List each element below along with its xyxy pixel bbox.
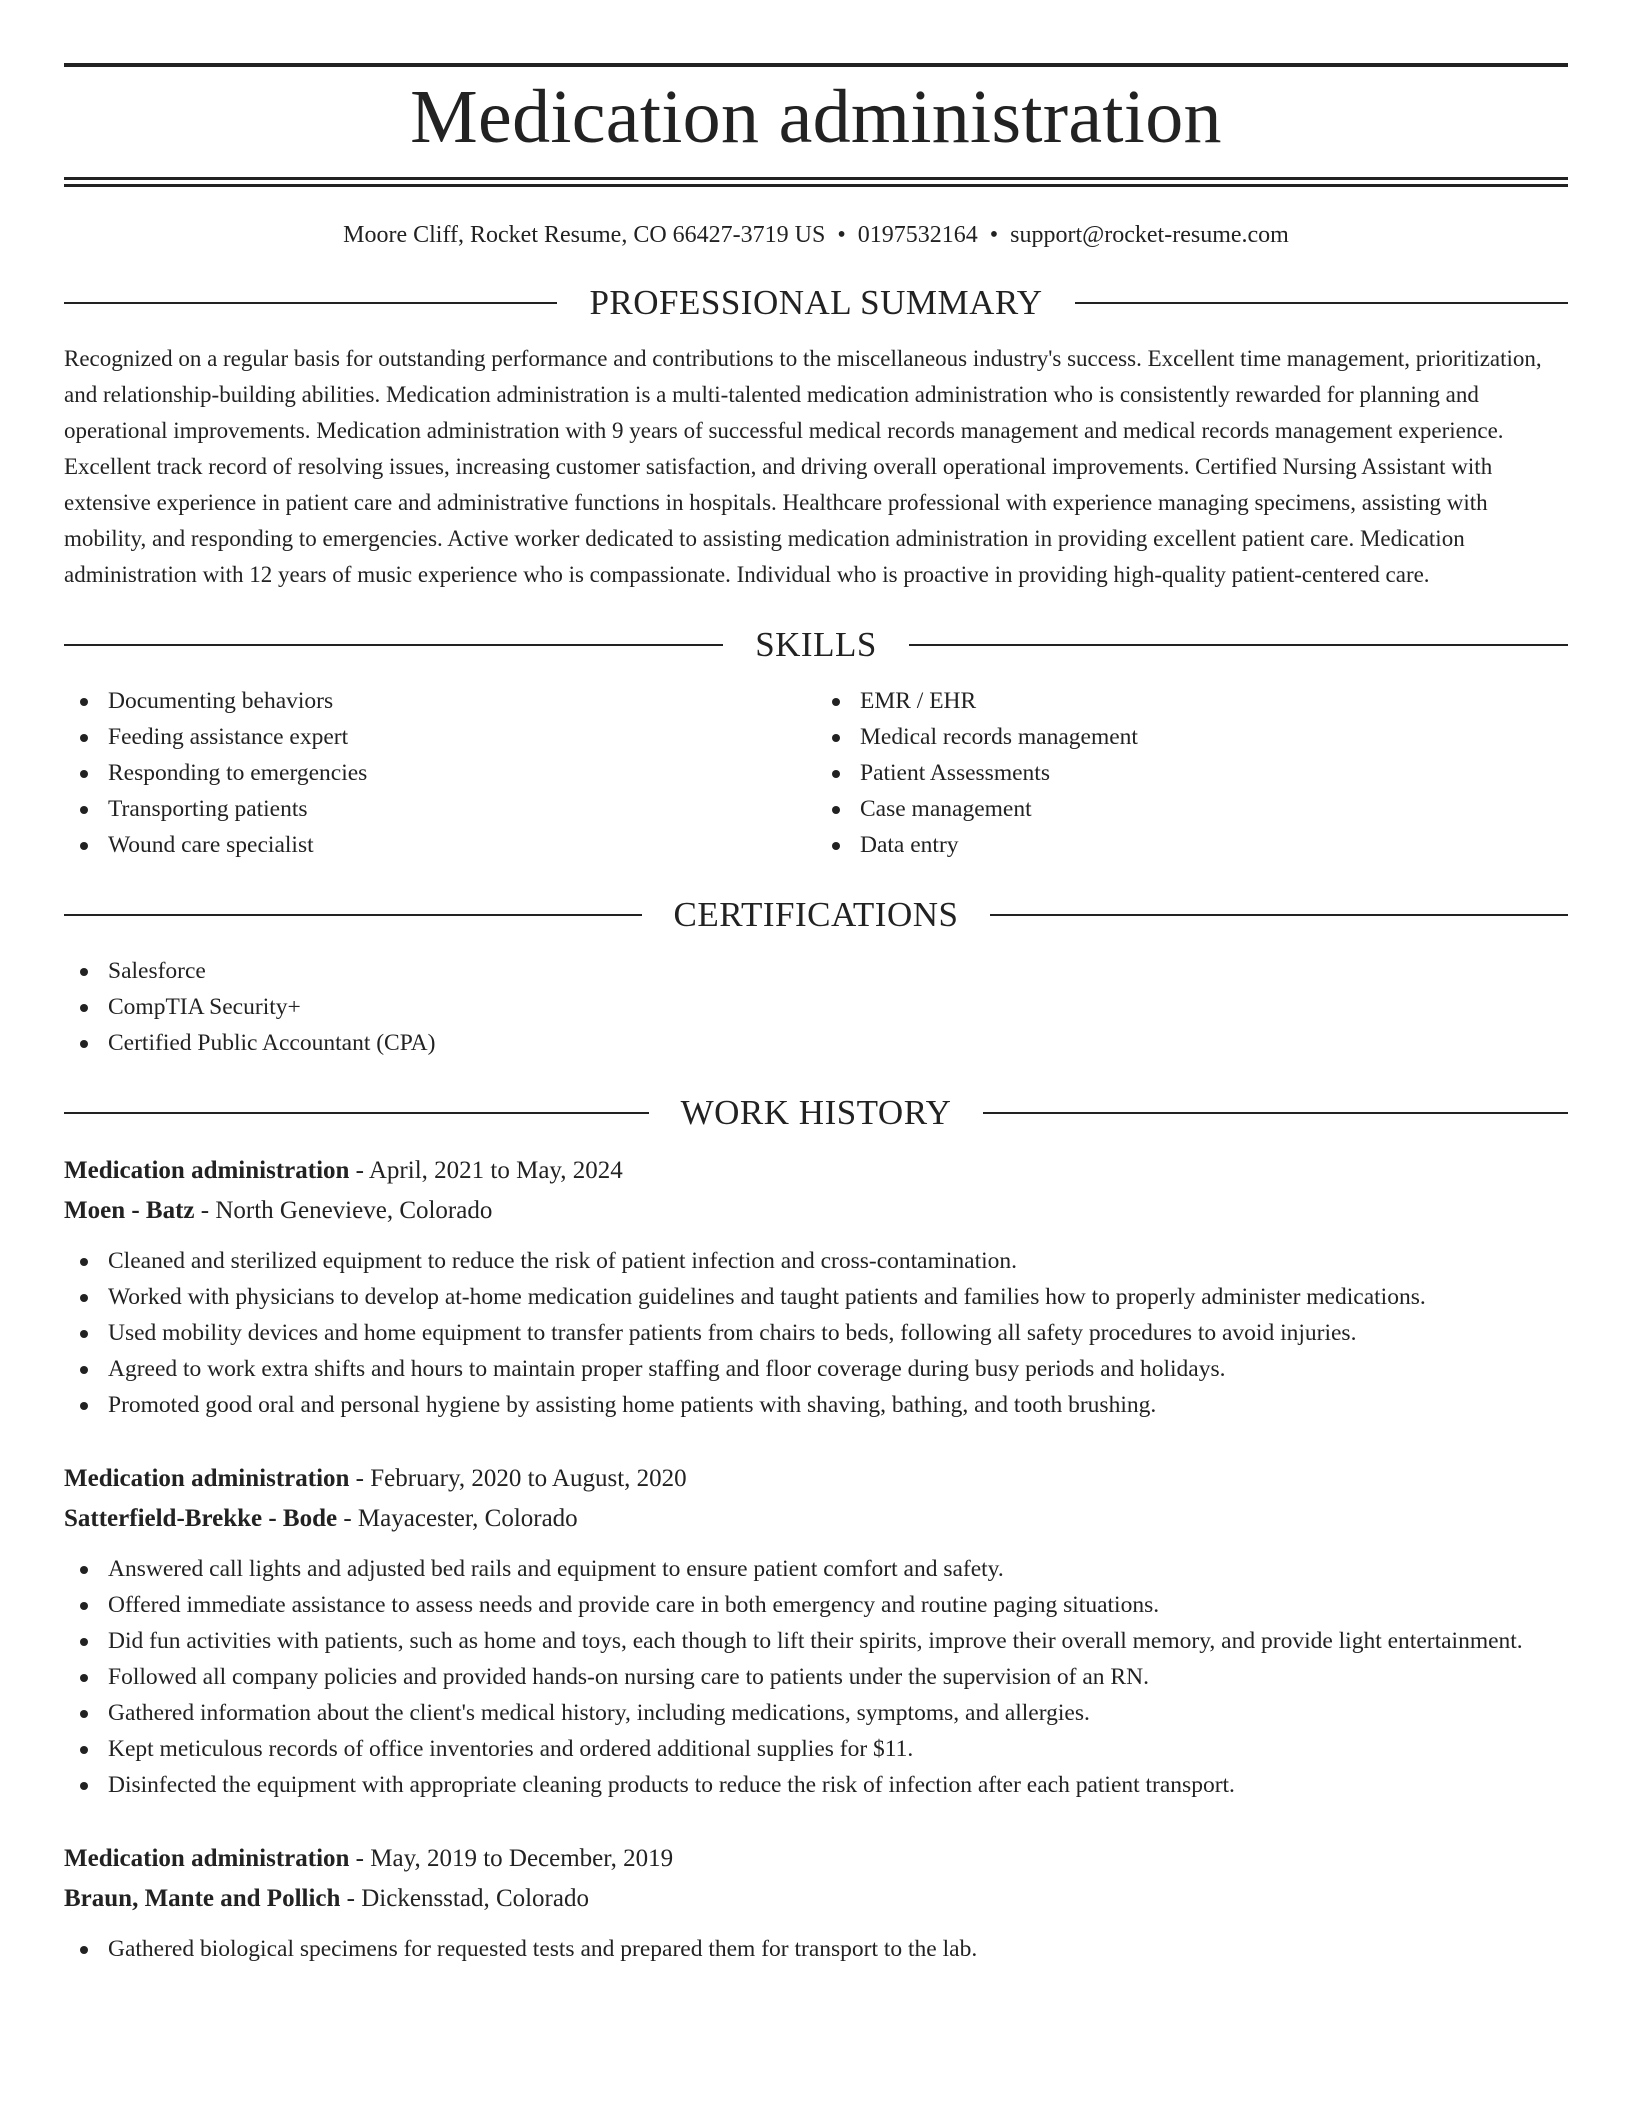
section-heading-certifications <box>64 893 1568 937</box>
job-bullet: Worked with physicians to develop at-home medication guidelines and taught patients and families how to properly administer medications. <box>64 1279 1568 1315</box>
double-rule <box>64 177 1568 187</box>
job-company-line <box>64 1499 1568 1539</box>
job-bullet: Promoted good oral and personal hygiene by assisting home patients with shaving, bathing, and tooth brushing. <box>64 1387 1568 1423</box>
job-company: Satterfield-Brekke - Bode <box>64 1505 338 1532</box>
contact-line <box>64 219 1568 251</box>
job-bullet: Kept meticulous records of office inventories and ordered additional supplies for $11. <box>64 1731 1568 1767</box>
contact-address: Moore Cliff, Rocket Resume, CO 66427-3719 US <box>343 222 826 248</box>
job-bullet: Used mobility devices and home equipment to transfer patients from chairs to beds, following all safety procedures to avoid injuries. <box>64 1315 1568 1351</box>
job-dates: - May, 2019 to December, 2019 <box>349 1845 674 1872</box>
job-bullet: Agreed to work extra shifts and hours to maintain proper staffing and floor coverage during busy periods and holidays. <box>64 1351 1568 1387</box>
skill-item: Patient Assessments <box>816 755 1568 791</box>
job-bullet: Gathered biological specimens for requested tests and prepared them for transport to the lab. <box>64 1931 1568 1967</box>
heading-rule <box>1075 302 1568 304</box>
heading-rule <box>64 1112 649 1114</box>
section-title: PROFESSIONAL SUMMARY <box>589 283 1043 322</box>
job-entry <box>64 1839 1568 1967</box>
section-heading-work-history <box>64 1091 1568 1135</box>
section-heading-skills <box>64 623 1568 667</box>
job-bullet: Disinfected the equipment with appropriate cleaning products to reduce the risk of infection after each patient transport. <box>64 1767 1568 1803</box>
contact-separator: • <box>989 222 999 248</box>
job-bullet: Offered immediate assistance to assess needs and provide care in both emergency and routine paging situations. <box>64 1587 1568 1623</box>
job-location: - Dickensstad, Colorado <box>340 1885 589 1912</box>
summary-text: Recognized on a regular basis for outstanding performance and contributions to the miscellaneous industry's success. Excellent time management, prioritization, and relationship-building abilities. Medication administration is a multi-talented medication administration who is consistently rewarded for planning and operational improvements. Medication administration with 9 years of successful medical records management and medical records management experience. Excellent track record of resolving issues, increasing customer satisfaction, and driving overall operational improvements. Certified Nursing Assistant with extensive experience in patient care and administrative functions in hospitals. Healthcare professional with experience managing specimens, assisting with mobility, and responding to emergencies. Active worker dedicated to assisting medication administration in providing excellent patient care. Medication administration with 12 years of music experience who is compassionate. Individual who is proactive in providing high-quality patient-centered care. <box>64 346 1542 587</box>
skill-item: EMR / EHR <box>816 683 1568 719</box>
job-company-line <box>64 1879 1568 1919</box>
job-bullet: Gathered information about the client's medical history, including medications, symptoms, and allergies. <box>64 1695 1568 1731</box>
work-history-list <box>64 1151 1568 1967</box>
job-dates: - April, 2021 to May, 2024 <box>349 1157 623 1184</box>
skill-item: Documenting behaviors <box>64 683 816 719</box>
job-title: Medication administration <box>64 1845 350 1872</box>
job-bullets <box>64 1551 1568 1803</box>
section-title: CERTIFICATIONS <box>673 895 959 934</box>
contact-email[interactable]: support@rocket-resume.com <box>1010 222 1289 248</box>
skill-item: Responding to emergencies <box>64 755 816 791</box>
job-entry <box>64 1151 1568 1423</box>
skill-item: Wound care specialist <box>64 827 816 863</box>
job-dates: - February, 2020 to August, 2020 <box>349 1465 687 1492</box>
skill-item: Medical records management <box>816 719 1568 755</box>
job-bullet: Did fun activities with patients, such as home and toys, each though to lift their spirits, improve their overall memory, and provide light entertainment. <box>64 1623 1568 1659</box>
skills-list-left <box>64 683 816 863</box>
job-title-line <box>64 1151 1568 1191</box>
job-company-line <box>64 1191 1568 1231</box>
certification-item: Salesforce <box>64 953 1568 989</box>
contact-separator: • <box>837 222 846 248</box>
heading-rule <box>64 302 557 304</box>
job-bullet: Answered call lights and adjusted bed rails and equipment to ensure patient comfort and safety. <box>64 1551 1568 1587</box>
job-location: - North Genevieve, Colorado <box>194 1197 493 1224</box>
section-heading-summary <box>64 281 1568 325</box>
contact-phone: 0197532164 <box>857 222 978 248</box>
heading-rule <box>909 644 1568 646</box>
job-company: Braun, Mante and Pollich <box>64 1885 341 1912</box>
skill-item: Transporting patients <box>64 791 816 827</box>
job-title-line <box>64 1839 1568 1879</box>
skill-item: Data entry <box>816 827 1568 863</box>
job-location: - Mayacester, Colorado <box>337 1505 578 1532</box>
job-title: Medication administration <box>64 1465 350 1492</box>
section-title: SKILLS <box>755 625 877 664</box>
job-entry <box>64 1459 1568 1803</box>
job-company: Moen - Batz <box>64 1197 195 1224</box>
heading-rule <box>983 1112 1568 1114</box>
job-bullet: Followed all company policies and provided hands-on nursing care to patients under the supervision of an RN. <box>64 1659 1568 1695</box>
heading-rule <box>64 644 723 646</box>
skill-item: Case management <box>816 791 1568 827</box>
section-title: WORK HISTORY <box>680 1093 952 1132</box>
skill-item: Feeding assistance expert <box>64 719 816 755</box>
job-title: Medication administration <box>64 1157 350 1184</box>
certifications-list <box>64 953 1568 1061</box>
job-title-line <box>64 1459 1568 1499</box>
candidate-name: Medication administration <box>410 75 1222 159</box>
skills-grid <box>64 683 1568 863</box>
heading-rule <box>64 914 642 916</box>
heading-rule <box>990 914 1568 916</box>
skills-list-right <box>816 683 1568 863</box>
job-bullet: Cleaned and sterilized equipment to reduce the risk of patient infection and cross-contamination. <box>64 1243 1568 1279</box>
job-bullets <box>64 1931 1568 1967</box>
job-bullets <box>64 1243 1568 1423</box>
certification-item: CompTIA Security+ <box>64 989 1568 1025</box>
certification-item: Certified Public Accountant (CPA) <box>64 1025 1568 1061</box>
